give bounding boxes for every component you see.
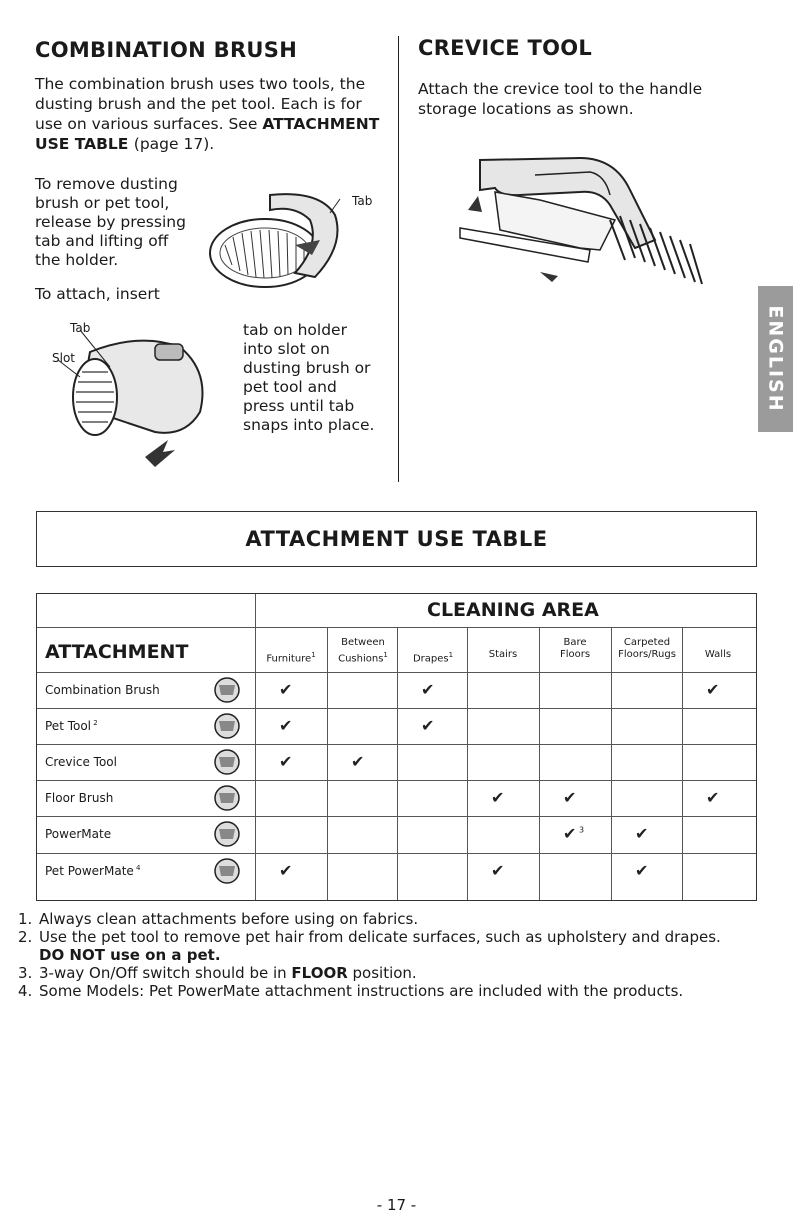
check-mark: ✔ [279,861,293,880]
tab-label: Tab [70,321,91,335]
attachment-thumbnail-icon [203,856,251,886]
attachment-name: Combination Brush [45,683,160,697]
attachment-thumbnail-icon [203,675,251,705]
check-mark: ✔ $^3$ [563,824,585,843]
check-mark: ✔ [491,861,505,880]
crevice-tool-text [418,79,738,119]
crevice-tool-heading: CREVICE TOOL [418,36,593,60]
column-divider [398,36,399,482]
footnote-warning: DO NOT use on a pet. [39,946,221,964]
check-mark: ✔ [351,752,365,771]
footnote [18,928,788,946]
cleaning-area-header: CLEANING AREA [427,599,599,621]
attachment-name: PowerMate [45,827,112,841]
table-col-divider [611,627,612,900]
check-mark: ✔ [421,716,435,735]
column-header: Drapes$^1$ [412,651,454,665]
attachment-name: Pet Tool $^2$ [45,719,98,733]
attachment-thumbnail-icon [203,747,251,777]
banner-title: ATTACHMENT USE TABLE [245,527,548,551]
table-col-divider [682,627,683,900]
side-tab-label: ENGLISH [764,305,787,413]
check-mark: ✔ [635,861,649,880]
column-header: Walls [704,649,732,660]
column-header: Bare Floors [559,637,591,660]
attachment-name: Crevice Tool [45,755,117,769]
dusting-brush-illustration [200,185,365,295]
check-mark: ✔ [706,788,720,807]
footnote [18,946,788,964]
footnote-text: Use the pet tool to remove pet hair from delicate surfaces, such as upholstery and drapes. [39,928,721,946]
intro-line: The combination brush uses two tools, the [35,75,366,93]
footnote [18,964,788,982]
intro-line: USE TABLE (page 17). [35,135,215,153]
check-mark: ✔ [491,788,505,807]
remove-line: the holder. [35,251,119,269]
crevice-line: Attach the crevice tool to the handle [418,80,703,98]
check-mark: ✔ [635,824,649,843]
attach-step: press until tab [243,397,355,415]
table-col-divider [467,627,468,900]
footnote-number: 1. [18,910,33,928]
check-mark: ✔ [421,680,435,699]
footnote-tail: position. [347,964,417,982]
combination-brush-heading: COMBINATION BRUSH [35,38,298,62]
tab-label-top: Tab [352,194,373,208]
intro-line: dusting brush and the pet tool. Each is for [35,95,362,113]
attachment-name: Floor Brush [45,791,114,805]
footnote-number: 4. [18,982,33,1000]
column-header: Furniture$^1$ [266,651,316,665]
footnote [18,910,788,928]
attachment-thumbnail-icon [203,819,251,849]
table-col-divider [327,627,328,900]
footnote-number: 3. [18,964,33,982]
attachment-header: ATTACHMENT [45,641,189,663]
attach-step: snaps into place. [243,416,375,434]
column-header: Stairs [488,649,518,660]
crevice-line: storage locations as shown. [418,100,634,118]
attach-step: dusting brush or [243,359,371,377]
column-header: Between Cushions$^1$ [338,637,388,665]
attach-line: To attach, insert [35,285,160,303]
remove-line: tab and lifting off [35,232,169,250]
check-mark: ✔ [706,680,720,699]
remove-line: brush or pet tool, [35,194,170,212]
attachment-name: Pet PowerMate $^4$ [45,864,141,878]
remove-line: release by pressing [35,213,186,231]
check-mark: ✔ [563,788,577,807]
english-side-tab [758,286,793,432]
attachment-use-table [36,593,757,901]
footnote-text: Some Models: Pet PowerMate attachment instructions are included with the products. [39,982,684,1000]
attachment-use-table-banner [36,511,757,567]
table-col-divider [397,627,398,900]
attach-step: tab on holder [243,321,347,339]
intro-line: use on various surfaces. See ATTACHMENT [35,115,380,133]
footnote-text: 3-way On/Off switch should be in [39,964,292,982]
footnote-bold: FLOOR [291,964,348,982]
footnote [18,982,788,1000]
slot-label: Slot [52,351,75,365]
attachment-thumbnail-icon [203,711,251,741]
attachment-thumbnail-icon [203,783,251,813]
footnotes [18,910,788,1000]
attach-step: into slot on [243,340,330,358]
remove-line: To remove dusting [35,175,178,193]
attach-instructions [243,321,393,435]
check-mark: ✔ [279,752,293,771]
attach-step: pet tool and [243,378,337,396]
page-number: - 17 - [376,1196,417,1214]
column-header: Carpeted Floors/Rugs [618,637,676,660]
footnote-number: 2. [18,928,33,946]
combination-brush-intro [35,74,395,154]
check-mark: ✔ [279,680,293,699]
crevice-tool-illustration [440,150,710,295]
footnote-text: Always clean attachments before using on fabrics. [39,910,419,928]
pet-tool-illustration [50,322,220,472]
check-mark: ✔ [279,716,293,735]
table-col-divider [539,627,540,900]
